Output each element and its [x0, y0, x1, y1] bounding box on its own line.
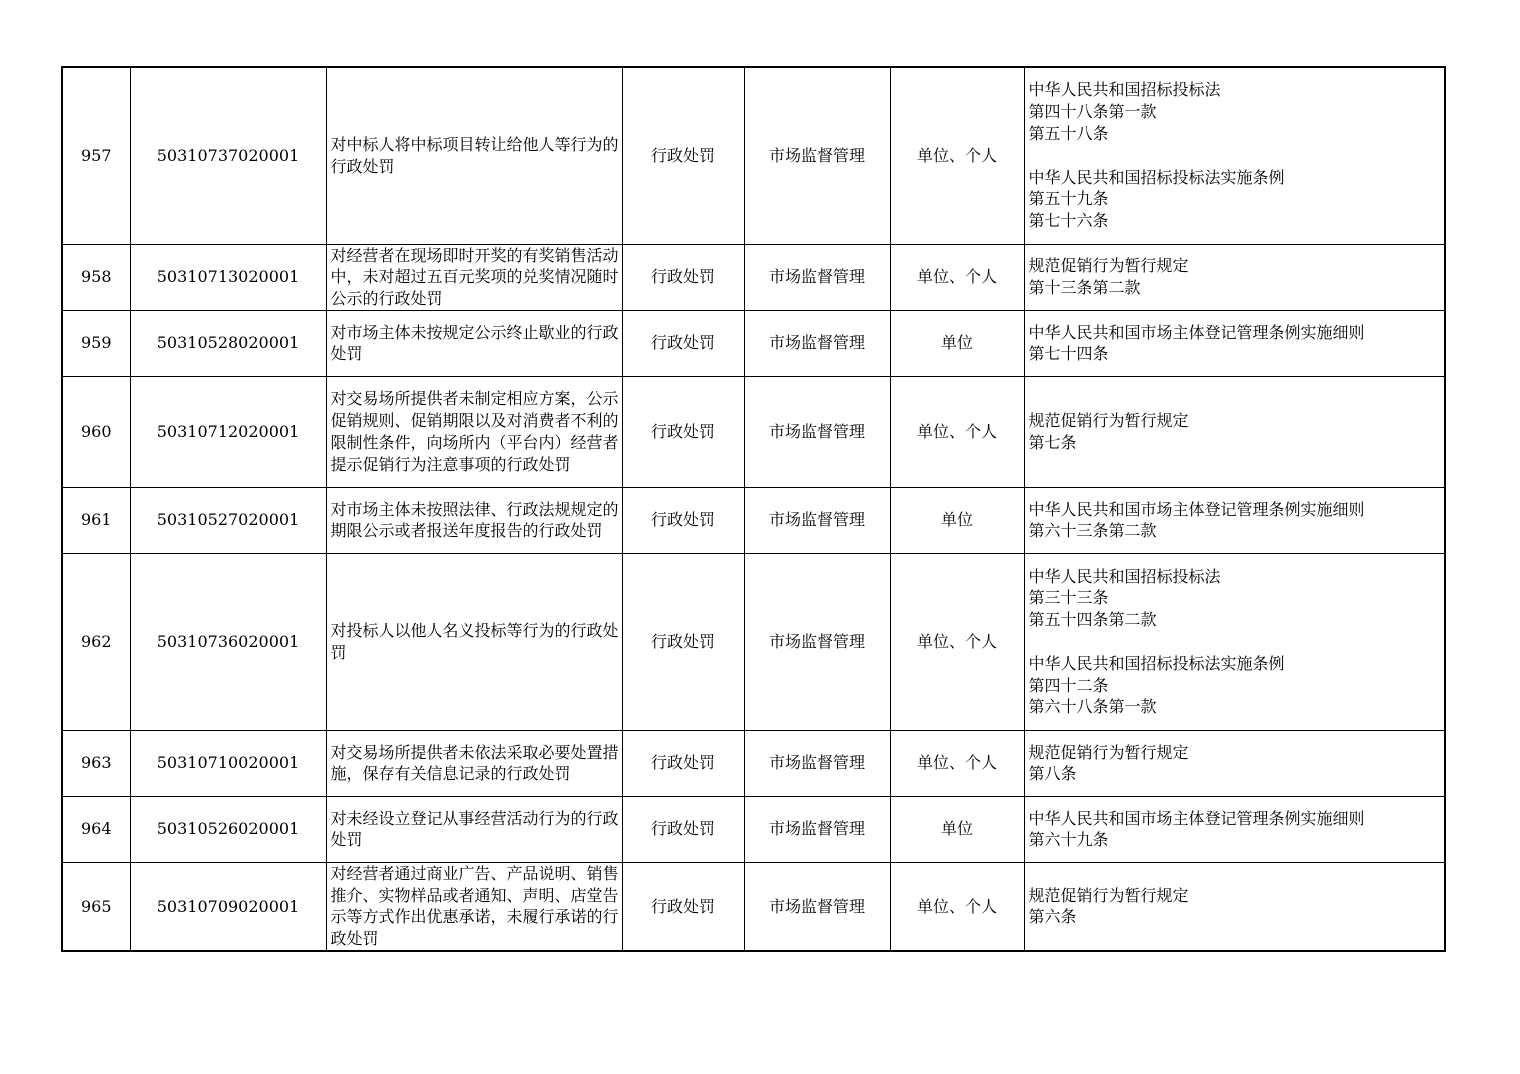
item-code: 50310712020001: [130, 376, 326, 487]
item-subject: 单位、个人: [890, 553, 1024, 730]
item-name: 对交易场所提供者未制定相应方案，公示促销规则、促销期限以及对消费者不利的限制性条件，向场所内（平台内）经营者提示促销行为注意事项的行政处罚: [326, 376, 622, 487]
item-name: 对经营者在现场即时开奖的有奖销售活动中，未对超过五百元奖项的兑奖情况随时公示的行政处罚: [326, 244, 622, 310]
row-number: 963: [62, 730, 130, 796]
row-number: 962: [62, 553, 130, 730]
item-subject: 单位: [890, 487, 1024, 553]
legal-basis: 规范促销行为暂行规定 第七条: [1024, 376, 1445, 487]
table-row: [62, 310, 1445, 376]
item-department: 市场监督管理: [744, 244, 890, 310]
item-code: 50310710020001: [130, 730, 326, 796]
row-number: 960: [62, 376, 130, 487]
item-code: 50310736020001: [130, 553, 326, 730]
item-name: 对中标人将中标项目转让给他人等行为的行政处罚: [326, 67, 622, 244]
row-number: 961: [62, 487, 130, 553]
table-row: [62, 67, 1445, 244]
legal-basis: 中华人民共和国招标投标法 第三十三条 第五十四条第二款 中华人民共和国招标投标法实施条例 第四十二条 第六十八条第一款: [1024, 553, 1445, 730]
legal-basis: 规范促销行为暂行规定 第八条: [1024, 730, 1445, 796]
row-number: 959: [62, 310, 130, 376]
item-subject: 单位、个人: [890, 730, 1024, 796]
item-department: 市场监督管理: [744, 67, 890, 244]
row-number: 965: [62, 862, 130, 951]
legal-basis: 规范促销行为暂行规定 第十三条第二款: [1024, 244, 1445, 310]
item-category: 行政处罚: [622, 730, 744, 796]
legal-basis: 中华人民共和国招标投标法 第四十八条第一款 第五十八条 中华人民共和国招标投标法实施条例 第五十九条 第七十六条: [1024, 67, 1445, 244]
item-category: 行政处罚: [622, 487, 744, 553]
item-code: 50310713020001: [130, 244, 326, 310]
row-number: 957: [62, 67, 130, 244]
table-row: [62, 796, 1445, 862]
table-row: [62, 730, 1445, 796]
item-category: 行政处罚: [622, 862, 744, 951]
item-name: 对市场主体未按照法律、行政法规规定的期限公示或者报送年度报告的行政处罚: [326, 487, 622, 553]
item-subject: 单位、个人: [890, 376, 1024, 487]
item-code: 50310526020001: [130, 796, 326, 862]
item-code: 50310528020001: [130, 310, 326, 376]
item-code: 50310709020001: [130, 862, 326, 951]
item-category: 行政处罚: [622, 310, 744, 376]
legal-basis: 中华人民共和国市场主体登记管理条例实施细则 第七十四条: [1024, 310, 1445, 376]
table-row: [62, 553, 1445, 730]
item-department: 市场监督管理: [744, 310, 890, 376]
item-department: 市场监督管理: [744, 796, 890, 862]
item-category: 行政处罚: [622, 67, 744, 244]
table-row: [62, 862, 1445, 951]
table-row: [62, 487, 1445, 553]
item-code: 50310737020001: [130, 67, 326, 244]
item-code: 50310527020001: [130, 487, 326, 553]
item-department: 市场监督管理: [744, 376, 890, 487]
item-name: 对未经设立登记从事经营活动行为的行政处罚: [326, 796, 622, 862]
item-department: 市场监督管理: [744, 553, 890, 730]
item-subject: 单位: [890, 310, 1024, 376]
item-name: 对投标人以他人名义投标等行为的行政处罚: [326, 553, 622, 730]
item-department: 市场监督管理: [744, 487, 890, 553]
item-department: 市场监督管理: [744, 730, 890, 796]
item-category: 行政处罚: [622, 244, 744, 310]
table-row: [62, 244, 1445, 310]
legal-basis: 规范促销行为暂行规定 第六条: [1024, 862, 1445, 951]
item-category: 行政处罚: [622, 553, 744, 730]
legal-basis: 中华人民共和国市场主体登记管理条例实施细则 第六十三条第二款: [1024, 487, 1445, 553]
item-subject: 单位、个人: [890, 862, 1024, 951]
legal-basis: 中华人民共和国市场主体登记管理条例实施细则 第六十九条: [1024, 796, 1445, 862]
item-subject: 单位: [890, 796, 1024, 862]
item-category: 行政处罚: [622, 376, 744, 487]
item-subject: 单位、个人: [890, 67, 1024, 244]
item-subject: 单位、个人: [890, 244, 1024, 310]
row-number: 958: [62, 244, 130, 310]
item-name: 对交易场所提供者未依法采取必要处置措施，保存有关信息记录的行政处罚: [326, 730, 622, 796]
row-number: 964: [62, 796, 130, 862]
penalty-table: [61, 66, 1446, 952]
table-row: [62, 376, 1445, 487]
item-category: 行政处罚: [622, 796, 744, 862]
item-name: 对经营者通过商业广告、产品说明、销售推介、实物样品或者通知、声明、店堂告示等方式作出优惠承诺，未履行承诺的行政处罚: [326, 862, 622, 951]
item-department: 市场监督管理: [744, 862, 890, 951]
item-name: 对市场主体未按规定公示终止歇业的行政处罚: [326, 310, 622, 376]
